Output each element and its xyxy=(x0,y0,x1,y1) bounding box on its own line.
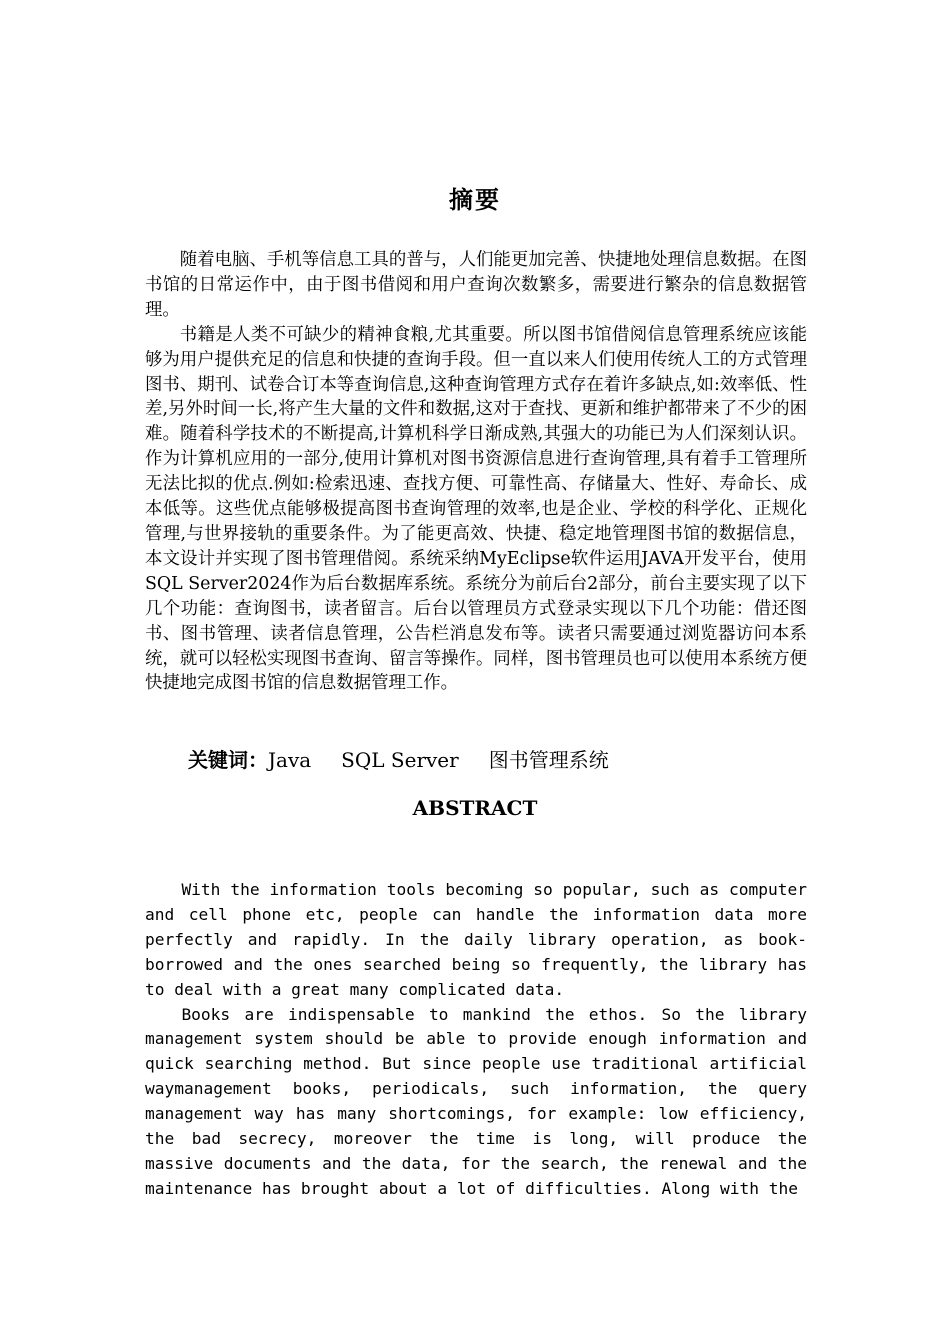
english-abstract-paragraph-2: Books are indispensable to mankind the ethos. So the library management system should be able to provide enough information and quick searching method. But since people use traditional artificial waymanagement books, periodicals, such information, the query management way has many shortcomings, for example: low efficiency, the bad secrecy, moreover the time is long, will produce the massive documents and the data, for the search, the renewal and the maintenance has brought about a lot of difficulties. Along with the xyxy=(145,1004,807,1198)
chinese-abstract-title: 摘要 xyxy=(449,185,501,214)
chinese-abstract-paragraph-1: 随着电脑、手机等信息工具的普与，人们能更加完善、快捷地处理信息数据。在图书馆的日常运作中，由于图书借阅和用户查询次数繁多，需要进行繁杂的信息数据管理。 xyxy=(145,250,807,320)
english-abstract-body xyxy=(145,878,807,1202)
keyword-library-system: 图书管理系统 xyxy=(488,748,609,772)
english-abstract-title: ABSTRACT xyxy=(412,796,538,820)
english-abstract-paragraph-1: With the information tools becoming so popular, such as computer and cell phone etc, people can handle the information data more perfectly and rapidly. In the daily library operation, as book-borrowed and the ones searched being so frequently, the library has to deal with a great many complicated data. xyxy=(145,880,807,999)
keywords-line xyxy=(188,745,609,775)
chinese-abstract-paragraph-2: 书籍是人类不可缺少的精神食粮,尤其重要。所以图书馆借阅信息管理系统应该能够为用户提供充足的信息和快捷的查询手段。但一直以来人们使用传统人工的方式管理图书、期刊、试卷合订本等查询信息,这种查询管理方式存在着许多缺点,如:效率低、性差,另外时间一长,将产生大量的文件和数据,这对于查找、更新和维护都带来了不少的困难。随着科学技术的不断提高,计算机科学日渐成熟,其强大的功能已为人们深刻认识。作为计算机应用的一部分,使用计算机对图书资源信息进行查询管理,具有着手工管理所无法比拟的优点.例如:检索迅速、查找方便、可靠性高、存储量大、性好、寿命长、成本低等。这些优点能够极提高图书查询管理的效率,也是企业、学校的科学化、正规化管理,与世界接轨的重要条件。为了能更高效、快捷、稳定地管理图书馆的数据信息，本文设计并实现了图书管理借阅。系统采纳MyEclipse软件运用JAVA开发平台，使用SQL Server2024作为后台数据库系统。系统分为前后台2部分，前台主要实现了以下几个功能：查询图书，读者留言。后台以管理员方式登录实现以下几个功能：借还图书、图书管理、读者信息管理，公告栏消息发布等。读者只需要通过浏览器访问本系统，就可以轻松实现图书查询、留言等操作。同样，图书管理员也可以使用本系统方便快捷地完成图书馆的信息数据管理工作。 xyxy=(145,324,807,694)
chinese-abstract-body xyxy=(145,248,807,696)
keyword-sql-server: SQL Server xyxy=(341,748,459,772)
keyword-java: Java xyxy=(268,748,312,772)
keywords-label: 关键词： xyxy=(188,748,268,772)
